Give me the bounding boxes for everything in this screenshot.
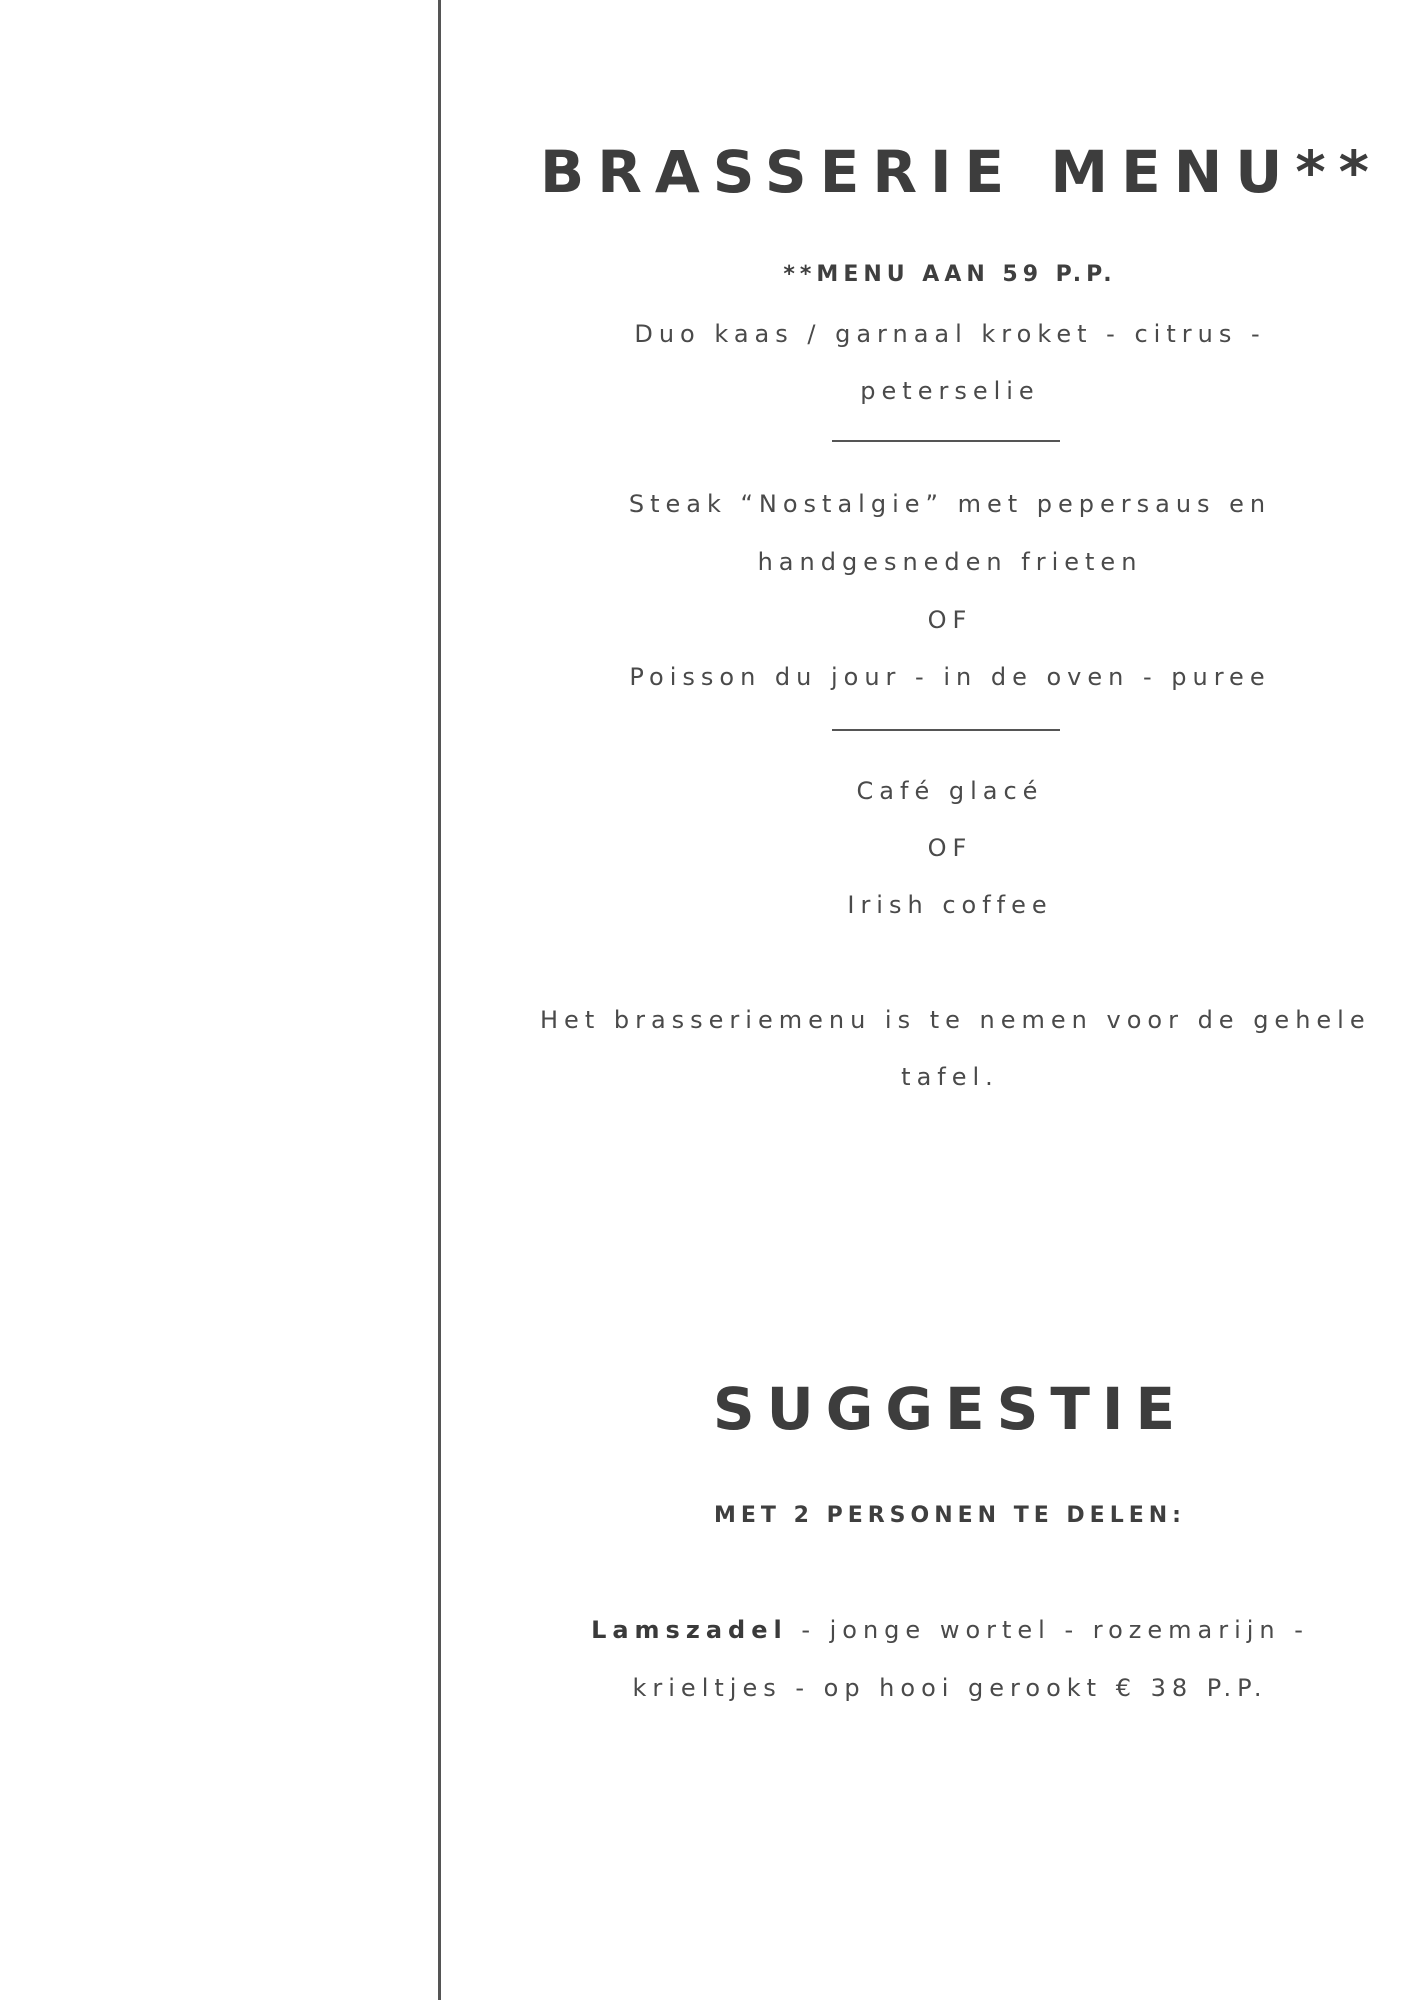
suggestie-dish-name: Lamszadel xyxy=(591,1616,788,1644)
main-course-2: Poisson du jour - in de oven - puree xyxy=(629,663,1271,691)
suggestie-title: SUGGESTIE xyxy=(712,1375,1188,1443)
suggestie-dish-line-2: krieltjes - op hooi gerookt € 38 P.P. xyxy=(632,1674,1268,1702)
starter-line-1: Duo kaas / garnaal kroket - citrus - xyxy=(634,320,1266,348)
page-fold-line xyxy=(438,0,441,2000)
table-note-line-1: Het brasseriemenu is te nemen voor de gehele xyxy=(540,1006,1371,1034)
course-divider-2 xyxy=(832,729,1060,731)
suggestie-dish-line-1 xyxy=(540,1616,1360,1644)
dessert-or: OF xyxy=(927,834,973,862)
starter-line-2: peterselie xyxy=(860,377,1040,405)
table-note-line-2: tafel. xyxy=(901,1063,999,1091)
brasserie-menu-title: BRASSERIE MENU** xyxy=(540,138,1383,206)
dessert-2: Irish coffee xyxy=(847,891,1053,919)
course-divider-1 xyxy=(832,440,1060,442)
main-course-1-line-1: Steak “Nostalgie” met pepersaus en xyxy=(628,490,1272,518)
dessert-1: Café glacé xyxy=(856,777,1044,805)
suggestie-subtitle: MET 2 PERSONEN TE DELEN: xyxy=(714,1503,1186,1528)
menu-price: **MENU AAN 59 P.P. xyxy=(783,262,1117,287)
main-course-or: OF xyxy=(927,606,973,634)
suggestie-dish-details: - jonge wortel - rozemarijn - xyxy=(787,1616,1309,1644)
main-course-1-line-2: handgesneden frieten xyxy=(757,548,1143,576)
